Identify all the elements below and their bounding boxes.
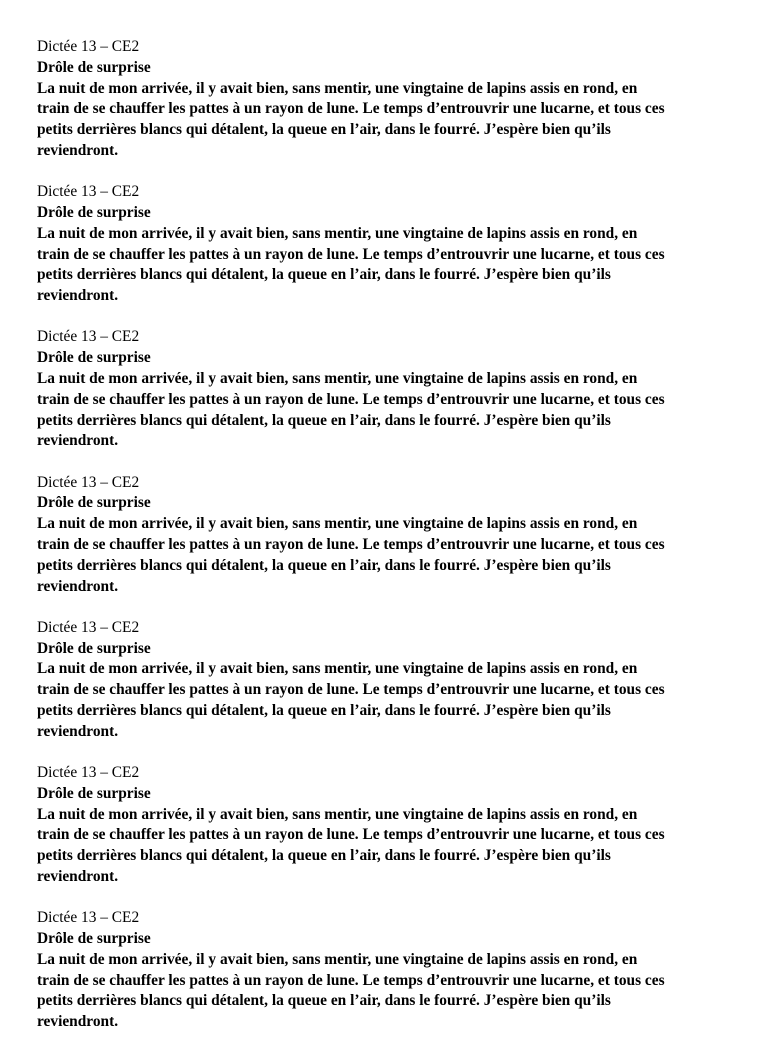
dictation-block bbox=[37, 327, 737, 472]
dictation-text-line: reviendront. bbox=[37, 432, 119, 450]
dictation-title: Dictée 13 – CE2 bbox=[37, 328, 140, 346]
dictation-subtitle: Drôle de surprise bbox=[37, 494, 151, 512]
dictation-text-line: train de se chauffer les pattes à un rayon de lune. Le temps d’entrouvrir une lucarne, et tous ces bbox=[37, 390, 665, 408]
dictation-text-line: reviendront. bbox=[37, 141, 119, 159]
dictation-title: Dictée 13 – CE2 bbox=[37, 763, 140, 781]
dictation-text-line: reviendront. bbox=[37, 722, 119, 740]
dictation-title: Dictée 13 – CE2 bbox=[37, 909, 140, 927]
dictation-block bbox=[37, 763, 737, 908]
dictation-text-line: petits derrières blancs qui détalent, la queue en l’air, dans le fourré. J’espère bien qu’ils bbox=[37, 556, 611, 574]
dictation-text-line: petits derrières blancs qui détalent, la queue en l’air, dans le fourré. J’espère bien qu’ils bbox=[37, 121, 611, 139]
dictation-title: Dictée 13 – CE2 bbox=[37, 473, 140, 491]
dictation-text-line: La nuit de mon arrivée, il y avait bien, sans mentir, une vingtaine de lapins assis en rond, en bbox=[37, 805, 638, 823]
dictation-text-line: reviendront. bbox=[37, 577, 119, 595]
dictation-block bbox=[37, 37, 737, 182]
document-page bbox=[37, 37, 737, 1053]
dictation-subtitle: Drôle de surprise bbox=[37, 929, 151, 947]
dictation-block bbox=[37, 473, 737, 618]
dictation-text-line: La nuit de mon arrivée, il y avait bien, sans mentir, une vingtaine de lapins assis en rond, en bbox=[37, 79, 638, 97]
dictation-text-line: La nuit de mon arrivée, il y avait bien, sans mentir, une vingtaine de lapins assis en rond, en bbox=[37, 224, 638, 242]
dictation-text-line: La nuit de mon arrivée, il y avait bien, sans mentir, une vingtaine de lapins assis en rond, en bbox=[37, 515, 638, 533]
dictation-subtitle: Drôle de surprise bbox=[37, 639, 151, 657]
dictation-text-line: reviendront. bbox=[37, 867, 119, 885]
dictation-text-line: La nuit de mon arrivée, il y avait bien, sans mentir, une vingtaine de lapins assis en rond, en bbox=[37, 660, 638, 678]
dictation-title: Dictée 13 – CE2 bbox=[37, 618, 140, 636]
dictation-text-line: petits derrières blancs qui détalent, la queue en l’air, dans le fourré. J’espère bien qu’ils bbox=[37, 701, 611, 719]
dictation-block bbox=[37, 618, 737, 763]
dictation-text-line: La nuit de mon arrivée, il y avait bien, sans mentir, une vingtaine de lapins assis en rond, en bbox=[37, 369, 638, 387]
dictation-text-line: train de se chauffer les pattes à un rayon de lune. Le temps d’entrouvrir une lucarne, et tous ces bbox=[37, 100, 665, 118]
dictation-text-line: train de se chauffer les pattes à un rayon de lune. Le temps d’entrouvrir une lucarne, et tous ces bbox=[37, 681, 665, 699]
dictation-subtitle: Drôle de surprise bbox=[37, 58, 151, 76]
dictation-title: Dictée 13 – CE2 bbox=[37, 38, 140, 55]
dictation-block bbox=[37, 182, 737, 327]
dictation-subtitle: Drôle de surprise bbox=[37, 349, 151, 367]
dictation-subtitle: Drôle de surprise bbox=[37, 784, 151, 802]
dictation-text-line: train de se chauffer les pattes à un rayon de lune. Le temps d’entrouvrir une lucarne, et tous ces bbox=[37, 971, 665, 989]
dictation-subtitle: Drôle de surprise bbox=[37, 203, 151, 221]
dictation-title: Dictée 13 – CE2 bbox=[37, 183, 140, 201]
dictation-text-line: reviendront. bbox=[37, 287, 119, 305]
dictation-block bbox=[37, 908, 737, 1053]
dictation-text-line: petits derrières blancs qui détalent, la queue en l’air, dans le fourré. J’espère bien qu’ils bbox=[37, 847, 611, 865]
dictation-text-line: train de se chauffer les pattes à un rayon de lune. Le temps d’entrouvrir une lucarne, et tous ces bbox=[37, 535, 665, 553]
dictation-text-line: train de se chauffer les pattes à un rayon de lune. Le temps d’entrouvrir une lucarne, et tous ces bbox=[37, 826, 665, 844]
dictation-text-line: petits derrières blancs qui détalent, la queue en l’air, dans le fourré. J’espère bien qu’ils bbox=[37, 411, 611, 429]
dictation-text-line: train de se chauffer les pattes à un rayon de lune. Le temps d’entrouvrir une lucarne, et tous ces bbox=[37, 245, 665, 263]
dictation-text-line: petits derrières blancs qui détalent, la queue en l’air, dans le fourré. J’espère bien qu’ils bbox=[37, 992, 611, 1010]
dictation-text-line: petits derrières blancs qui détalent, la queue en l’air, dans le fourré. J’espère bien qu’ils bbox=[37, 266, 611, 284]
dictation-text-line: La nuit de mon arrivée, il y avait bien, sans mentir, une vingtaine de lapins assis en rond, en bbox=[37, 950, 638, 968]
dictation-text-line: reviendront. bbox=[37, 1013, 119, 1031]
